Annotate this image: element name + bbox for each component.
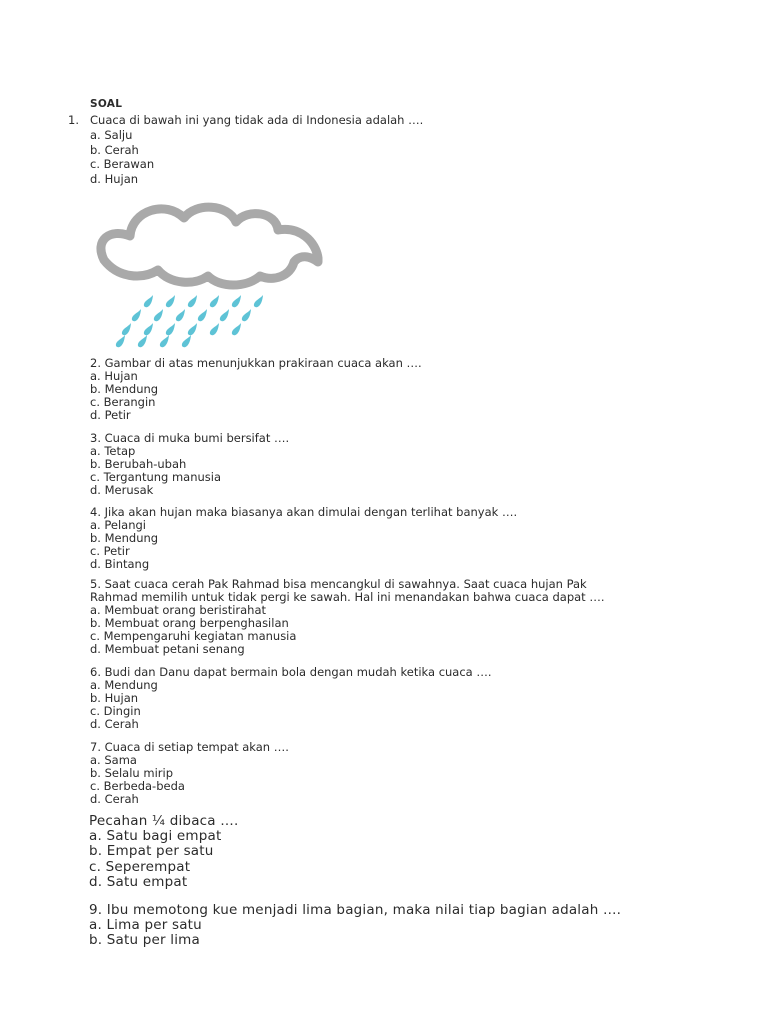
raindrop [188, 323, 197, 335]
answer-option: a. Sama [90, 752, 137, 767]
raindrops [116, 295, 263, 347]
raindrop [116, 335, 125, 347]
answer-option: c. Tergantung manusia [90, 469, 222, 484]
answer-option: c. Mempengaruhi kegiatan manusia [90, 628, 297, 643]
raindrop [176, 309, 185, 321]
raindrop [166, 323, 175, 335]
question-1-number: 1. [68, 113, 79, 127]
question-1-option-d: d. Hujan [90, 172, 139, 187]
raindrop [122, 323, 131, 335]
question-1-option-b: b. Cerah [90, 142, 139, 157]
question-1-text: Cuaca di bawah ini yang tidak ada di Indonesia adalah …. [90, 113, 424, 127]
question-1 [68, 113, 423, 187]
question-6 [90, 666, 492, 731]
raindrop [188, 295, 197, 307]
answer-option: b. Berubah-ubah [90, 456, 187, 471]
answer-option: b. Membuat orang berpenghasilan [90, 615, 289, 630]
answer-option: a. Hujan [90, 368, 138, 383]
raindrop [166, 295, 175, 307]
raindrop [198, 309, 207, 321]
answer-option: c. Berbeda-beda [90, 778, 185, 793]
answer-option: a. Tetap [90, 443, 136, 458]
question-2 [90, 357, 422, 422]
raindrop [144, 323, 153, 335]
answer-option: d. Membuat petani senang [90, 641, 245, 656]
worksheet-title: SOAL [90, 98, 123, 110]
question-1-option-a: a. Salju [90, 127, 133, 142]
question-9 [89, 903, 621, 949]
question-8 [89, 814, 238, 890]
question-text: 6. Budi dan Danu dapat bermain bola dengan mudah ketika cuaca …. [90, 665, 492, 679]
question-3 [90, 432, 289, 497]
answer-option: a. Pelangi [90, 517, 146, 532]
raindrop [160, 335, 169, 347]
question-4 [90, 506, 517, 571]
answer-option: b. Hujan [90, 690, 139, 705]
answer-option: c. Dingin [90, 703, 141, 718]
answer-option: d. Cerah [90, 791, 139, 806]
raindrop [254, 295, 263, 307]
raindrop [232, 323, 241, 335]
raindrop [220, 309, 229, 321]
answer-option: c. Berangin [90, 394, 156, 409]
raindrop [210, 295, 219, 307]
raindrop [144, 295, 153, 307]
raindrop [232, 295, 241, 307]
raindrop [138, 335, 147, 347]
raindrop [154, 309, 163, 321]
raindrop [242, 309, 251, 321]
rain-cloud-icon [96, 198, 324, 352]
question-text: 7. Cuaca di setiap tempat akan …. [90, 740, 289, 754]
answer-option: a. Satu bagi empat [89, 828, 222, 845]
answer-option: b. Mendung [90, 381, 159, 396]
answer-option: c. Seperempat [89, 858, 191, 875]
question-text: 2. Gambar di atas menunjukkan prakiraan cuaca akan …. [90, 356, 422, 370]
answer-option: a. Lima per satu [89, 917, 202, 934]
question-text: 3. Cuaca di muka bumi bersifat …. [90, 431, 290, 445]
cloud-shape [101, 207, 318, 285]
question-text: 4. Jika akan hujan maka biasanya akan dimulai dengan terlihat banyak …. [90, 505, 518, 519]
question-text: 9. Ibu memotong kue menjadi lima bagian, maka nilai tiap bagian adalah …. [89, 902, 622, 918]
question-7 [90, 741, 289, 806]
answer-option: d. Merusak [90, 482, 154, 497]
answer-option: a. Mendung [90, 677, 158, 692]
raindrop [182, 335, 191, 347]
question-1-option-c: c. Berawan [90, 157, 155, 172]
answer-option: b. Satu per lima [89, 932, 200, 949]
question-5 [90, 578, 605, 655]
raindrop [210, 323, 219, 335]
raindrop [132, 309, 141, 321]
answer-option: d. Bintang [90, 556, 150, 571]
question-text: Pecahan ¼ dibaca …. [89, 813, 239, 829]
answer-option: d. Cerah [90, 716, 139, 731]
answer-option: b. Selalu mirip [90, 765, 173, 780]
answer-option: b. Mendung [90, 530, 159, 545]
question-text: 5. Saat cuaca cerah Pak Rahmad bisa mencangkul di sawahnya. Saat cuaca hujan Pak [90, 577, 587, 591]
answer-option: b. Empat per satu [89, 843, 214, 860]
answer-option: c. Petir [90, 543, 130, 558]
answer-option: d. Petir [90, 407, 131, 422]
question-text: Rahmad memilih untuk tidak pergi ke sawah. Hal ini menandakan bahwa cuaca dapat …. [90, 589, 605, 604]
answer-option: a. Membuat orang beristirahat [90, 602, 267, 617]
answer-option: d. Satu empat [89, 873, 188, 890]
